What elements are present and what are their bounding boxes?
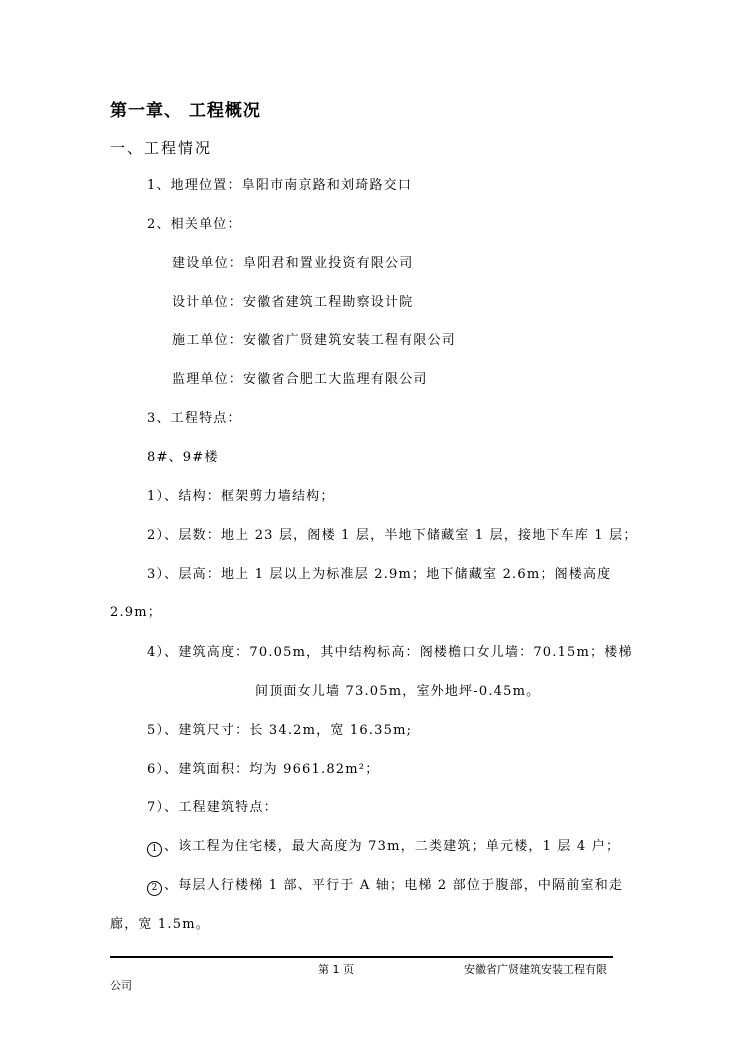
designer-line: 设计单位：安徽省建筑工程勘察设计院 [172,295,414,310]
location-line: 1、地理位置：阜阳市南京路和刘琦路交口 [147,178,413,193]
buildings-line: 8#、9#楼 [147,450,219,465]
footer-company-line-2: 公司 [110,979,132,992]
building-height-line-1: 4）、建筑高度：70.05m，其中结构标高：阁楼檐口女儿墙：70.15m；楼梯 [147,645,633,660]
units-heading: 2、相关单位： [147,217,242,232]
feature-2-line [147,877,623,896]
dimensions-line: 5）、建筑尺寸：长 34.2m，宽 16.35m; [147,723,413,738]
builder-line: 建设单位：阜阳君和置业投资有限公司 [172,256,414,271]
area-line: 6）、建筑面积：均为 9661.82m²； [147,762,380,777]
features-heading: 3、工程特点： [147,411,242,426]
arch-features-heading: 7）、工程建筑特点： [147,800,278,815]
feature-1-text: 、该工程为住宅楼，最大高度为 73m，二类建筑；单元楼，1 层 4 户； [164,839,621,854]
footer-company-line-1: 安徽省广贤建筑安装工程有限 [464,963,607,976]
floor-height-line-2: 2.9m； [110,605,163,620]
building-height-line-2: 间顶面女儿墙 73.05m，室外地坪-0.45m。 [255,684,541,699]
footer-page-number: 第 1 页 [318,963,354,976]
footer-divider [110,956,613,958]
circled-number-2: 2 [147,881,162,896]
section-title: 一、工程情况 [110,139,213,157]
feature-2-text: 、每层人行楼梯 1 部、平行于 A 轴；电梯 2 部位于腹部，中隔前室和走 [164,878,624,893]
structure-line: 1）、结构：框架剪力墙结构； [147,489,335,504]
circled-number-1: 1 [147,842,162,857]
floors-line: 2）、层数：地上 23 层，阁楼 1 层，半地下储藏室 1 层，接地下车库 1 层； [147,528,638,543]
chapter-title: 第一章、 工程概况 [110,101,261,121]
floor-height-line-1: 3）、层高：地上 1 层以上为标准层 2.9m；地下储藏室 2.6m；阁楼高度 [147,567,612,582]
feature-1-line [147,838,620,857]
feature-2-continuation: 廊，宽 1.5m。 [110,917,210,932]
contractor-line: 施工单位：安徽省广贤建筑安装工程有限公司 [172,333,457,348]
supervisor-line: 监理单位：安徽省合肥工大监理有限公司 [172,372,428,387]
